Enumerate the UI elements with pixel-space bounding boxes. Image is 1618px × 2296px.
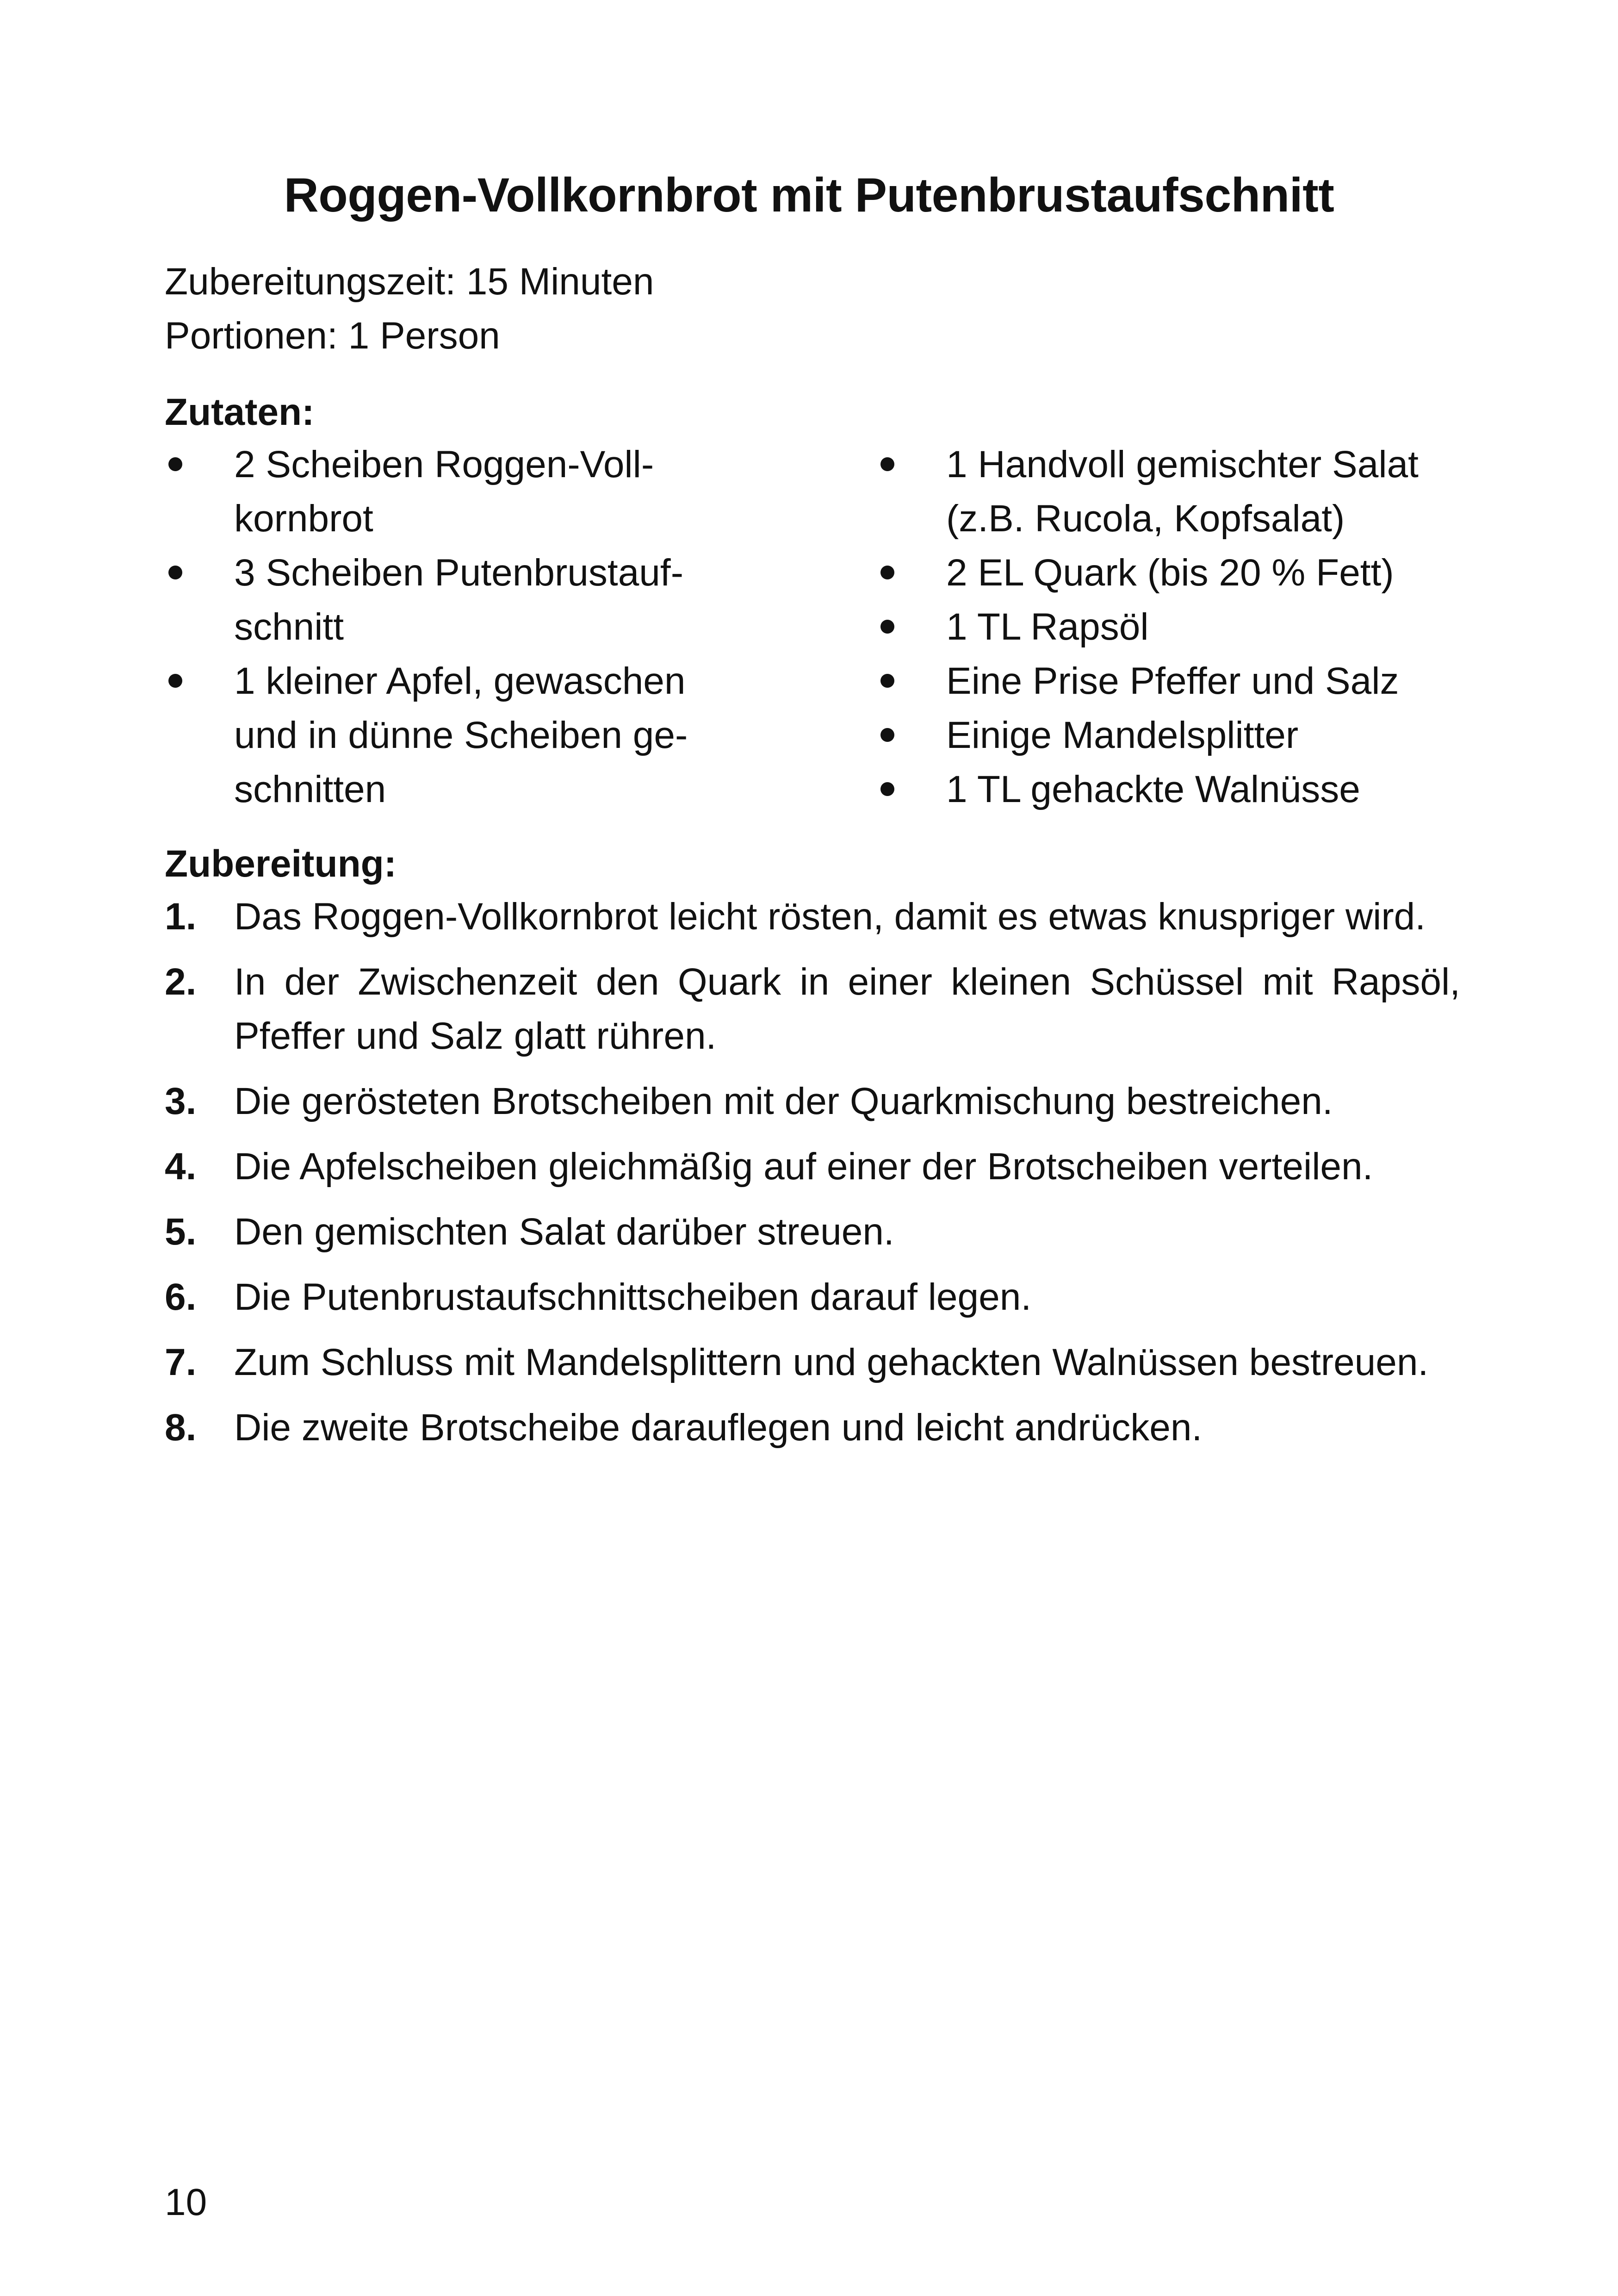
ingredient-item xyxy=(877,546,1478,600)
step-number: 6. xyxy=(165,1276,197,1318)
ingredient-item xyxy=(877,654,1478,708)
bullet-icon xyxy=(165,437,186,492)
ingredient-text: 2 EL Quark (bis 20 % Fett) xyxy=(946,552,1394,594)
ingredient-text: Einige Mandelsplitter xyxy=(946,714,1299,756)
ingredients-heading: Zutaten: xyxy=(165,391,315,433)
ingredient-text: Eine Prise Pfeffer und Salz xyxy=(946,660,1399,702)
step-item xyxy=(165,1074,1460,1128)
prep-time: Zubereitungszeit: 15 Minuten xyxy=(165,261,654,303)
bullet-icon xyxy=(165,654,186,708)
ingredient-item xyxy=(165,546,720,654)
step-text: Den gemischten Salat darüber streuen. xyxy=(234,1211,894,1253)
ingredient-item xyxy=(877,437,1478,546)
step-number: 4. xyxy=(165,1145,197,1188)
bullet-icon xyxy=(877,762,898,816)
step-text: Das Roggen-Vollkornbrot leicht rösten, damit es etwas knuspriger wird. xyxy=(234,896,1426,938)
bullet-icon xyxy=(877,654,898,708)
preparation-heading: Zubereitung: xyxy=(165,843,397,885)
servings: Portionen: 1 Person xyxy=(165,315,500,357)
ingredient-text: 1 TL gehackte Walnüsse xyxy=(946,768,1360,810)
ingredient-text: 1 kleiner Apfel, gewaschen und in dünne Scheiben geschnitten xyxy=(234,660,688,810)
ingredient-item xyxy=(877,708,1478,762)
step-item xyxy=(165,1139,1460,1194)
step-item xyxy=(165,890,1460,944)
step-item xyxy=(165,1335,1460,1389)
step-number: 3. xyxy=(165,1080,197,1122)
step-text: Zum Schluss mit Mandelsplittern und gehackten Walnüssen bestreuen. xyxy=(234,1341,1429,1383)
page-number: 10 xyxy=(165,2181,207,2223)
page-title: Roggen-Vollkornbrot mit Putenbrustaufschnitt xyxy=(284,168,1334,222)
step-item xyxy=(165,955,1460,1063)
step-number: 2. xyxy=(165,961,197,1003)
step-number: 1. xyxy=(165,896,197,938)
step-text: In der Zwischenzeit den Quark in einer kleinen Schüssel mit Rapsöl, Pfeffer und Salz glatt rühren. xyxy=(234,961,1460,1057)
ingredients-list-right xyxy=(877,437,1478,816)
bullet-icon xyxy=(877,708,898,762)
step-text: Die Apfelscheiben gleichmäßig auf einer der Brotscheiben verteilen. xyxy=(234,1145,1373,1188)
ingredient-item xyxy=(165,437,720,546)
ingredient-item xyxy=(165,654,720,816)
step-number: 5. xyxy=(165,1211,197,1253)
ingredient-item xyxy=(877,762,1478,816)
preparation-steps xyxy=(165,890,1460,1466)
ingredient-text: 1 Handvoll gemischter Salat (z.B. Rucola, Kopfsalat) xyxy=(946,443,1419,540)
ingredient-text: 3 Scheiben Putenbrustaufschnitt xyxy=(234,552,683,648)
step-text: Die Putenbrustaufschnittscheiben darauf legen. xyxy=(234,1276,1032,1318)
ingredients-list-left xyxy=(165,437,720,816)
step-item xyxy=(165,1270,1460,1324)
ingredient-text: 2 Scheiben Roggen-Vollkornbrot xyxy=(234,443,654,540)
step-text: Die gerösteten Brotscheiben mit der Quarkmischung bestreichen. xyxy=(234,1080,1333,1122)
step-item xyxy=(165,1400,1460,1455)
step-number: 8. xyxy=(165,1406,197,1449)
bullet-icon xyxy=(877,546,898,600)
step-text: Die zweite Brotscheibe darauflegen und leicht andrücken. xyxy=(234,1406,1203,1449)
bullet-icon xyxy=(877,437,898,492)
bullet-icon xyxy=(165,546,186,600)
step-number: 7. xyxy=(165,1341,197,1383)
bullet-icon xyxy=(877,600,898,654)
ingredient-item xyxy=(877,600,1478,654)
recipe-meta xyxy=(165,255,654,363)
ingredient-text: 1 TL Rapsöl xyxy=(946,606,1149,648)
step-item xyxy=(165,1205,1460,1259)
